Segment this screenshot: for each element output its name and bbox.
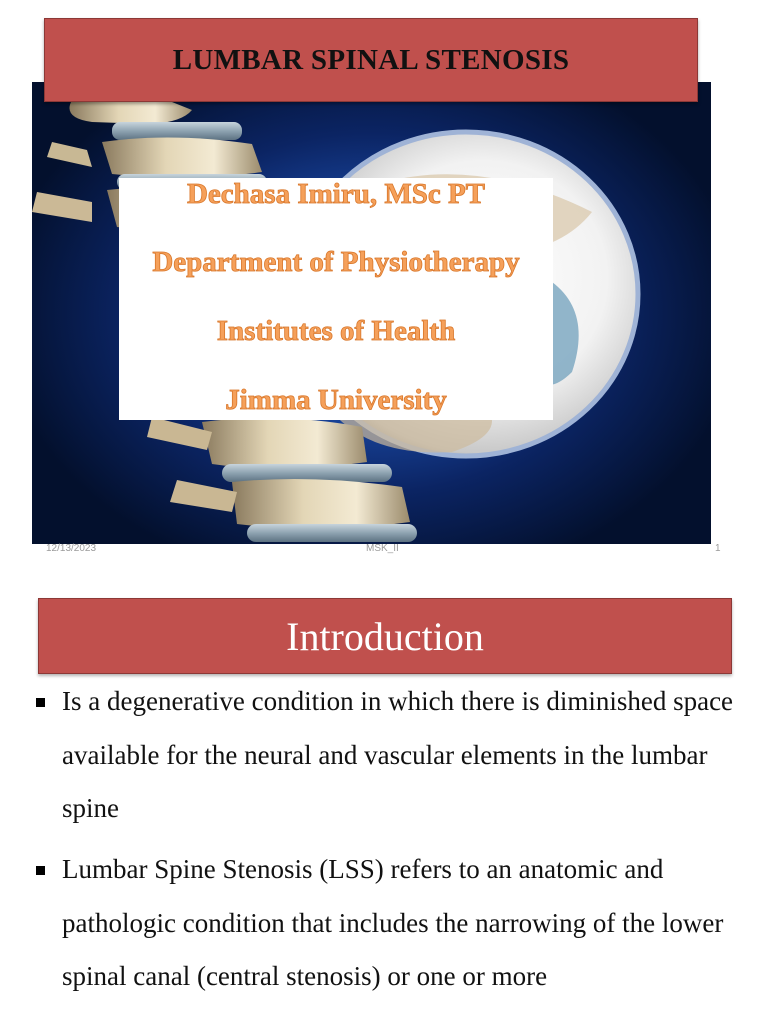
author-university: Jimma University <box>225 384 447 416</box>
author-name: Dechasa Imiru, MSc PT <box>186 178 486 210</box>
bullet-text: Is a degenerative condition in which there is diminished space available for the neural and vascular elements in the lumbar spine <box>62 686 734 823</box>
author-info-box <box>119 178 553 420</box>
footer-date: 12/13/2023 <box>46 543 97 554</box>
footer-page-number: 1 <box>715 543 721 554</box>
introduction-banner <box>38 598 732 674</box>
presentation-title: LUMBAR SPINAL STENOSIS <box>172 43 570 76</box>
author-department: Department of Physiotherapy <box>152 246 520 278</box>
section-heading: Introduction <box>286 613 484 659</box>
square-bullet-icon <box>36 698 45 707</box>
author-institute: Institutes of Health <box>216 315 456 347</box>
square-bullet-icon <box>36 866 45 875</box>
bullet-text: Lumbar Spine Stenosis (LSS) refers to an anatomic and pathologic condition that includes the narrowing of the lower spinal canal (central stenosis) or one or more <box>62 854 724 991</box>
title-banner <box>44 18 698 102</box>
footer-course: MSK_II <box>366 543 399 554</box>
